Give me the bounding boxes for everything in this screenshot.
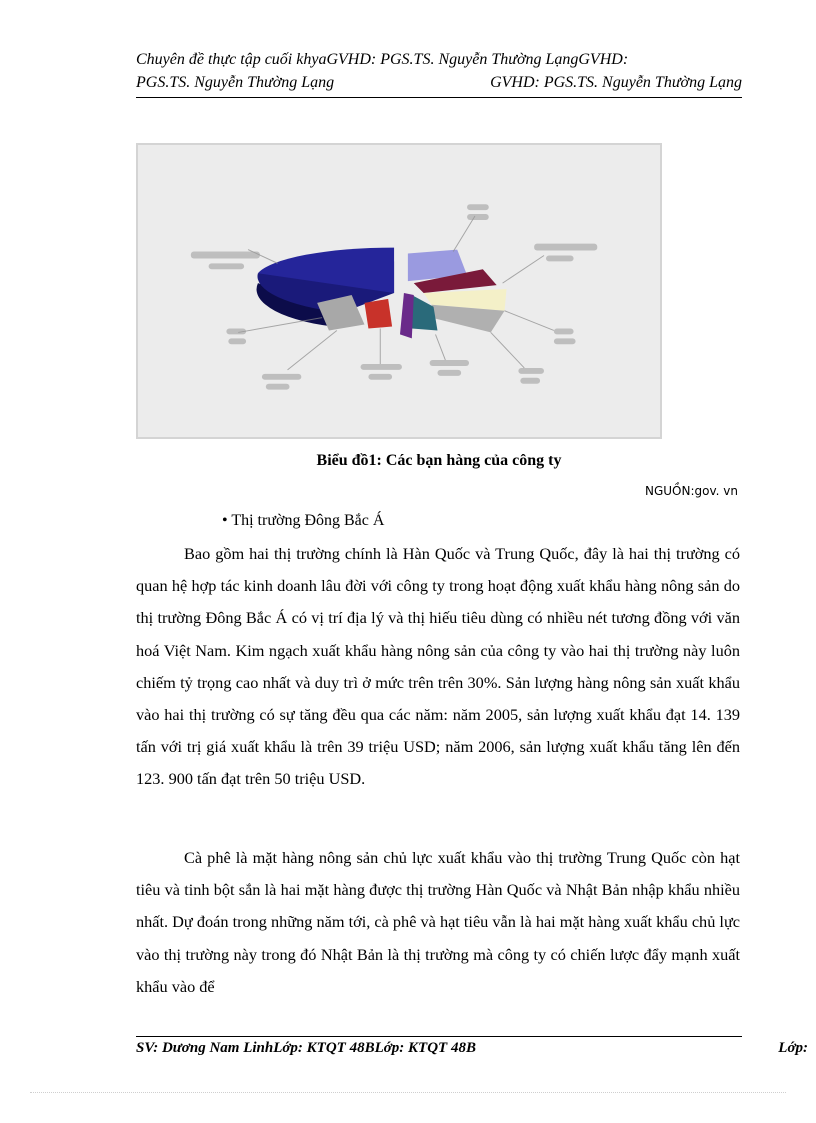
pie-slice-red <box>364 299 392 329</box>
body-paragraph-1: Bao gồm hai thị trường chính là Hàn Quốc và Trung Quốc, đây là hai thị trường có quan hệ hợp tác kinh doanh lâu đời với công ty trong hoạt động xuất khẩu hàng nông sản do thị trường Đông Bắc Á có vị trí địa lý và thị hiếu tiêu dùng có nhiều nét tương đồng với văn hoá Việt Nam. Kim ngạch xuất khẩu hàng nông sản của công ty vào hai thị trường này luôn chiếm tỷ trọng cao nhất và duy trì ở mức trên trên 30%. Sản lượng hàng nông sản xuất khẩu vào hai thị trường có sự tăng đều qua các năm: năm 2005, sản lượng xuất khẩu đạt 14. 139 tấn với trị giá xuất khẩu là trên 39 triệu USD; năm 2006, sản lượng xuất khẩu tăng lên đến 123. 900 tấn đạt trên 50 triệu USD. <box>136 544 740 789</box>
page-bottom-dotted-rule <box>30 1092 786 1093</box>
page-footer <box>136 1040 808 1057</box>
header-line-1: Chuyên đề thực tập cuối khyaGVHD: PGS.TS. Nguyễn Thường LạngGVHD: <box>136 51 629 68</box>
footer-divider <box>136 1036 742 1037</box>
header-line-2-right: GVHD: PGS.TS. Nguyễn Thường Lạng <box>490 74 742 91</box>
bullet-dot: • <box>222 512 228 529</box>
figure-source: NGUỒN:gov. vn <box>645 484 738 498</box>
header-line-2-left: PGS.TS. Nguyễn Thường Lạng <box>136 74 335 91</box>
pie-chart-image <box>136 143 662 439</box>
footer-right: Lớp: <box>778 1040 808 1056</box>
footer-left: SV: Dương Nam LinhLớp: KTQT 48BLớp: KTQT 48B <box>136 1040 476 1056</box>
page-header <box>136 48 742 98</box>
pie-slice-purple <box>400 293 414 338</box>
bullet-item <box>222 512 384 530</box>
pie-chart-graphic <box>138 145 660 437</box>
body-paragraph-2: Cà phê là mặt hàng nông sản chủ lực xuất khẩu vào thị trường Trung Quốc còn hạt tiêu và tinh bột sắn là hai mặt hàng được thị trường Hàn Quốc và Nhật Bản nhập khẩu nhiều nhất. Dự đoán trong những năm tới, cà phê và hạt tiêu vẫn là hai mặt hàng xuất khẩu chủ lực vào thị trường này trong đó Nhật Bản là thị trường mà công ty có chiến lược đẩy mạnh xuất khẩu vào để <box>136 848 740 996</box>
header-line-2 <box>136 71 742 94</box>
bullet-text: Thị trường Đông Bắc Á <box>231 512 385 529</box>
figure-caption: Biểu đồ1: Các bạn hàng của công ty <box>316 452 562 469</box>
